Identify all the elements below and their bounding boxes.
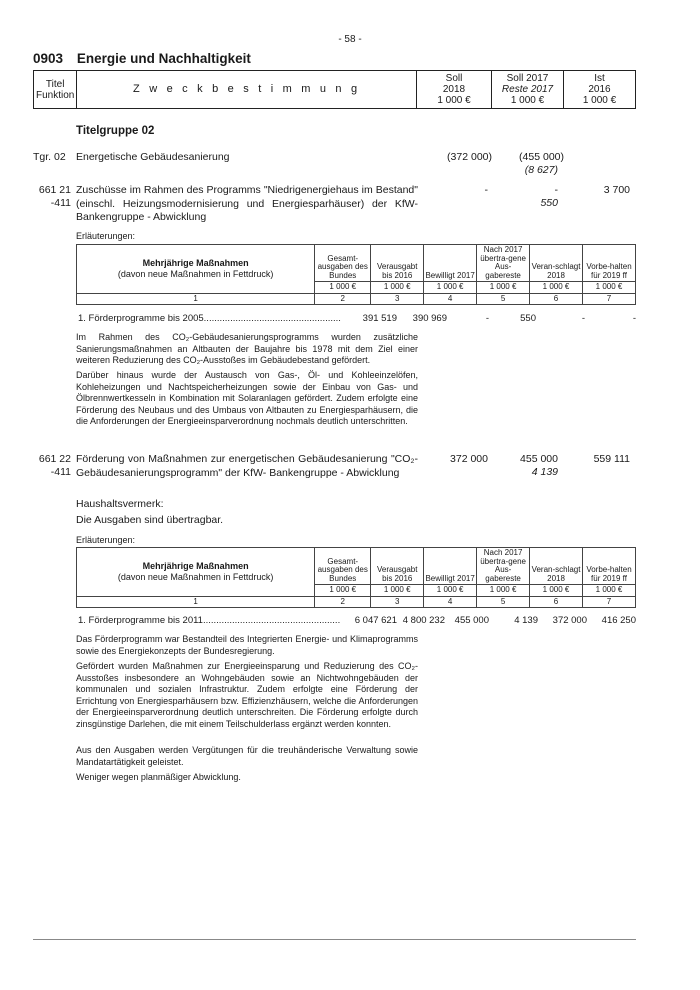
para2-text-3: Aus den Ausgaben werden Vergütungen für die treuhänderische Verwaltung sowie Mandatartätigkeit geleistet. [76, 745, 418, 767]
mm1-row-vorbehalten: - [632, 313, 636, 324]
mm1-head-label: Mehrjährige Maßnahmen (davon neue Maßnahmen in Fettdruck) [77, 245, 315, 294]
mm2-row-label: 1. Förderprogramme bis 2011.................................................... [78, 615, 341, 626]
title2-soll2017: 455 000 [520, 453, 558, 465]
mm2-col-reste: Nach 2017 übertra-gene Aus-gabereste [477, 548, 530, 585]
mm2-head-label: Mehrjährige Maßnahmen (davon neue Maßnahmen in Fettdruck) [77, 548, 315, 597]
mm1-col-veranschlagt: Veran-schlagt 2018 [530, 245, 583, 282]
title2-code2: -411 [50, 466, 71, 478]
haushaltsvermerk-label: Haushaltsvermerk: [76, 498, 164, 510]
title2-code1: 661 22 [38, 453, 71, 465]
chapter-heading [33, 51, 251, 66]
title1-soll2017: - [554, 184, 558, 196]
tgr-code: Tgr. 02 [33, 151, 66, 163]
mm1-col-verausgabt: Verausgabt bis 2016 [371, 245, 424, 282]
mm1-row-bewilligt: - [485, 313, 489, 324]
header-soll2018-cell: Soll 2018 1 000 € [417, 71, 492, 109]
header-ist2016-cell: Ist 2016 1 000 € [564, 71, 636, 109]
title2-soll2018: 372 000 [450, 453, 488, 465]
mm1-col-gesamt: Gesamt-ausgaben des Bundes [315, 245, 371, 282]
title1-ist2016: 3 700 [603, 184, 630, 196]
title1-text: Zuschüsse im Rahmen des Programms "Niedrigenergiehaus im Bestand" (einschl. Heizungsmodernisierung und Energiesparhäuser) der KfW-Bankengruppe - Abwicklung [76, 184, 418, 223]
haushaltsvermerk-text: Die Ausgaben sind übertragbar. [76, 514, 224, 526]
para2-text-4: Weniger wegen planmäßiger Abwicklung. [76, 772, 241, 782]
mm2-row-bewilligt: 455 000 [454, 615, 489, 626]
massnahmen-table-2: Mehrjährige Maßnahmen (davon neue Maßnahmen in Fettdruck) Gesamt-ausgaben des Bundes Verausgabt bis 2016 Bewilligt 2017 Nach 2017 übertra-gene Aus-gabereste Veran-schlagt 2018 Vorbe-halten für 2019 ff 1 000 € 1 000 € 1 000 € 1 000 € 1 000 € 1 000 € 1 2 3 4 5 6 7 [76, 547, 636, 608]
chapter-title: Energie und Nachhaltigkeit [76, 51, 251, 66]
tgr-reste2017: (8 627) [524, 164, 558, 176]
mm1-row-reste: 550 [520, 313, 536, 324]
group-title: Titelgruppe 02 [76, 125, 155, 137]
mm2-row-vorbehalten: 416 250 [601, 615, 636, 626]
mm1-col-vorbehalten: Vorbe-halten für 2019 ff [583, 245, 636, 282]
mm2-row-reste: 4 139 [514, 615, 538, 626]
para1-text-1: Im Rahmen des CO₂-Gebäudesanierungsprogramms wurden zusätzliche Sanierungsmaßnahmen an Altbauten der Baujahre bis 1978 mit dem Ziel einer weiteren Reduzierung des CO₂-Ausstoßes im Gebäudebestand gefördert. [76, 332, 418, 366]
mm2-col-bewilligt: Bewilligt 2017 [424, 548, 477, 585]
massnahmen-table-1: Mehrjährige Maßnahmen (davon neue Maßnahmen in Fettdruck) Gesamt-ausgaben des Bundes Verausgabt bis 2016 Bewilligt 2017 Nach 2017 übertra-gene Aus-gabereste Veran-schlagt 2018 Vorbe-halten für 2019 ff 1 000 € 1 000 € 1 000 € 1 000 € 1 000 € 1 000 € 1 2 3 4 5 6 7 [76, 244, 636, 305]
footer-rule [33, 939, 636, 940]
title1-soll2018: - [484, 184, 488, 196]
erlaeuterungen-label-2: Erläuterungen: [76, 535, 136, 545]
header-soll2017-cell: Soll 2017 Reste 2017 1 000 € [492, 71, 564, 109]
erlaeuterungen-label-1: Erläuterungen: [76, 231, 136, 241]
mm1-col-bewilligt: Bewilligt 2017 [424, 245, 477, 282]
title2-reste2017: 4 139 [531, 466, 558, 478]
mm2-col-gesamt: Gesamt-ausgaben des Bundes [315, 548, 371, 585]
mm1-col-reste: Nach 2017 übertra-gene Aus-gabereste [477, 245, 530, 282]
tgr-text: Energetische Gebäudesanierung [76, 151, 230, 163]
mm2-col-verausgabt: Verausgabt bis 2016 [371, 548, 424, 585]
title1-code1: 661 21 [38, 184, 71, 196]
title1-code2: -411 [50, 197, 71, 209]
mm1-row-veranschlagt: - [581, 313, 585, 324]
mm2-col-veranschlagt: Veran-schlagt 2018 [530, 548, 583, 585]
chapter-number: 0903 [33, 51, 64, 66]
tgr-soll2017: (455 000) [519, 151, 564, 163]
page-number: - 58 - [338, 34, 362, 45]
budget-header-table [33, 70, 636, 109]
mm1-row-verausgabt: 390 969 [412, 313, 447, 324]
tgr-soll2018: (372 000) [447, 151, 492, 163]
para2-text-2: Gefördert wurden Maßnahmen zur Energieeinsparung und Reduzierung des CO₂-Ausstoßes insbesondere an Wohngebäuden sowie an Nichtwohngebäuden der kommunalen und sozialen Infrastruktur. Zudem erfolgte eine Förderung der Errichtung von Energiesparhäusern bzw. Effizienzhäusern, welche die Anforderungen der Energieeinsparverordnung deutlich unterschreiten. Die Förderung erfolgte durch zinsgünstige Darlehen, die mit einem Teilschulderlass ergänzt werden konnten. [76, 661, 418, 729]
para1-text-2: Darüber hinaus wurde der Austausch von Gas-, Öl- und Kohleeinzelöfen, Kohleheizungen und Nachtspeicherheizungen sowie der Einbau von Gas- und Ölbrennwertkesseln in Kombination mit Solaranlagen gefördert. Zudem erfolgte eine Förderung des Neubaus und des Umbaus von Altbauten zu Energiesparhäusern, die die Anforderungen der Energieeinsparverordnung nochmals deutlich unterschritten. [76, 370, 418, 427]
header-zweck-cell: Z w e c k b e s t i m m u n g [77, 71, 417, 109]
mm1-row-label: 1. Förderprogramme bis 2005.................................................... [78, 313, 341, 324]
mm2-row-verausgabt: 4 800 232 [402, 615, 445, 626]
header-titel-cell: Titel Funktion [34, 71, 77, 109]
title2-ist2016: 559 111 [593, 453, 630, 465]
title2-text: Förderung von Maßnahmen zur energetischen Gebäudesanierung "CO₂-Gebäudesanierungsprogramm" der KfW- Bankengruppe - Abwicklung [76, 453, 418, 479]
para2-text-1: Das Förderprogramm war Bestandteil des Integrierten Energie- und Klimaprogramms sowie des Energiekonzepts der Bundesregierung. [76, 634, 418, 656]
mm2-col-vorbehalten: Vorbe-halten für 2019 ff [583, 548, 636, 585]
title1-reste2017: 550 [540, 197, 558, 209]
mm1-row-gesamt: 391 519 [362, 313, 397, 324]
mm2-row-gesamt: 6 047 621 [354, 615, 397, 626]
mm2-row-veranschlagt: 372 000 [552, 615, 587, 626]
